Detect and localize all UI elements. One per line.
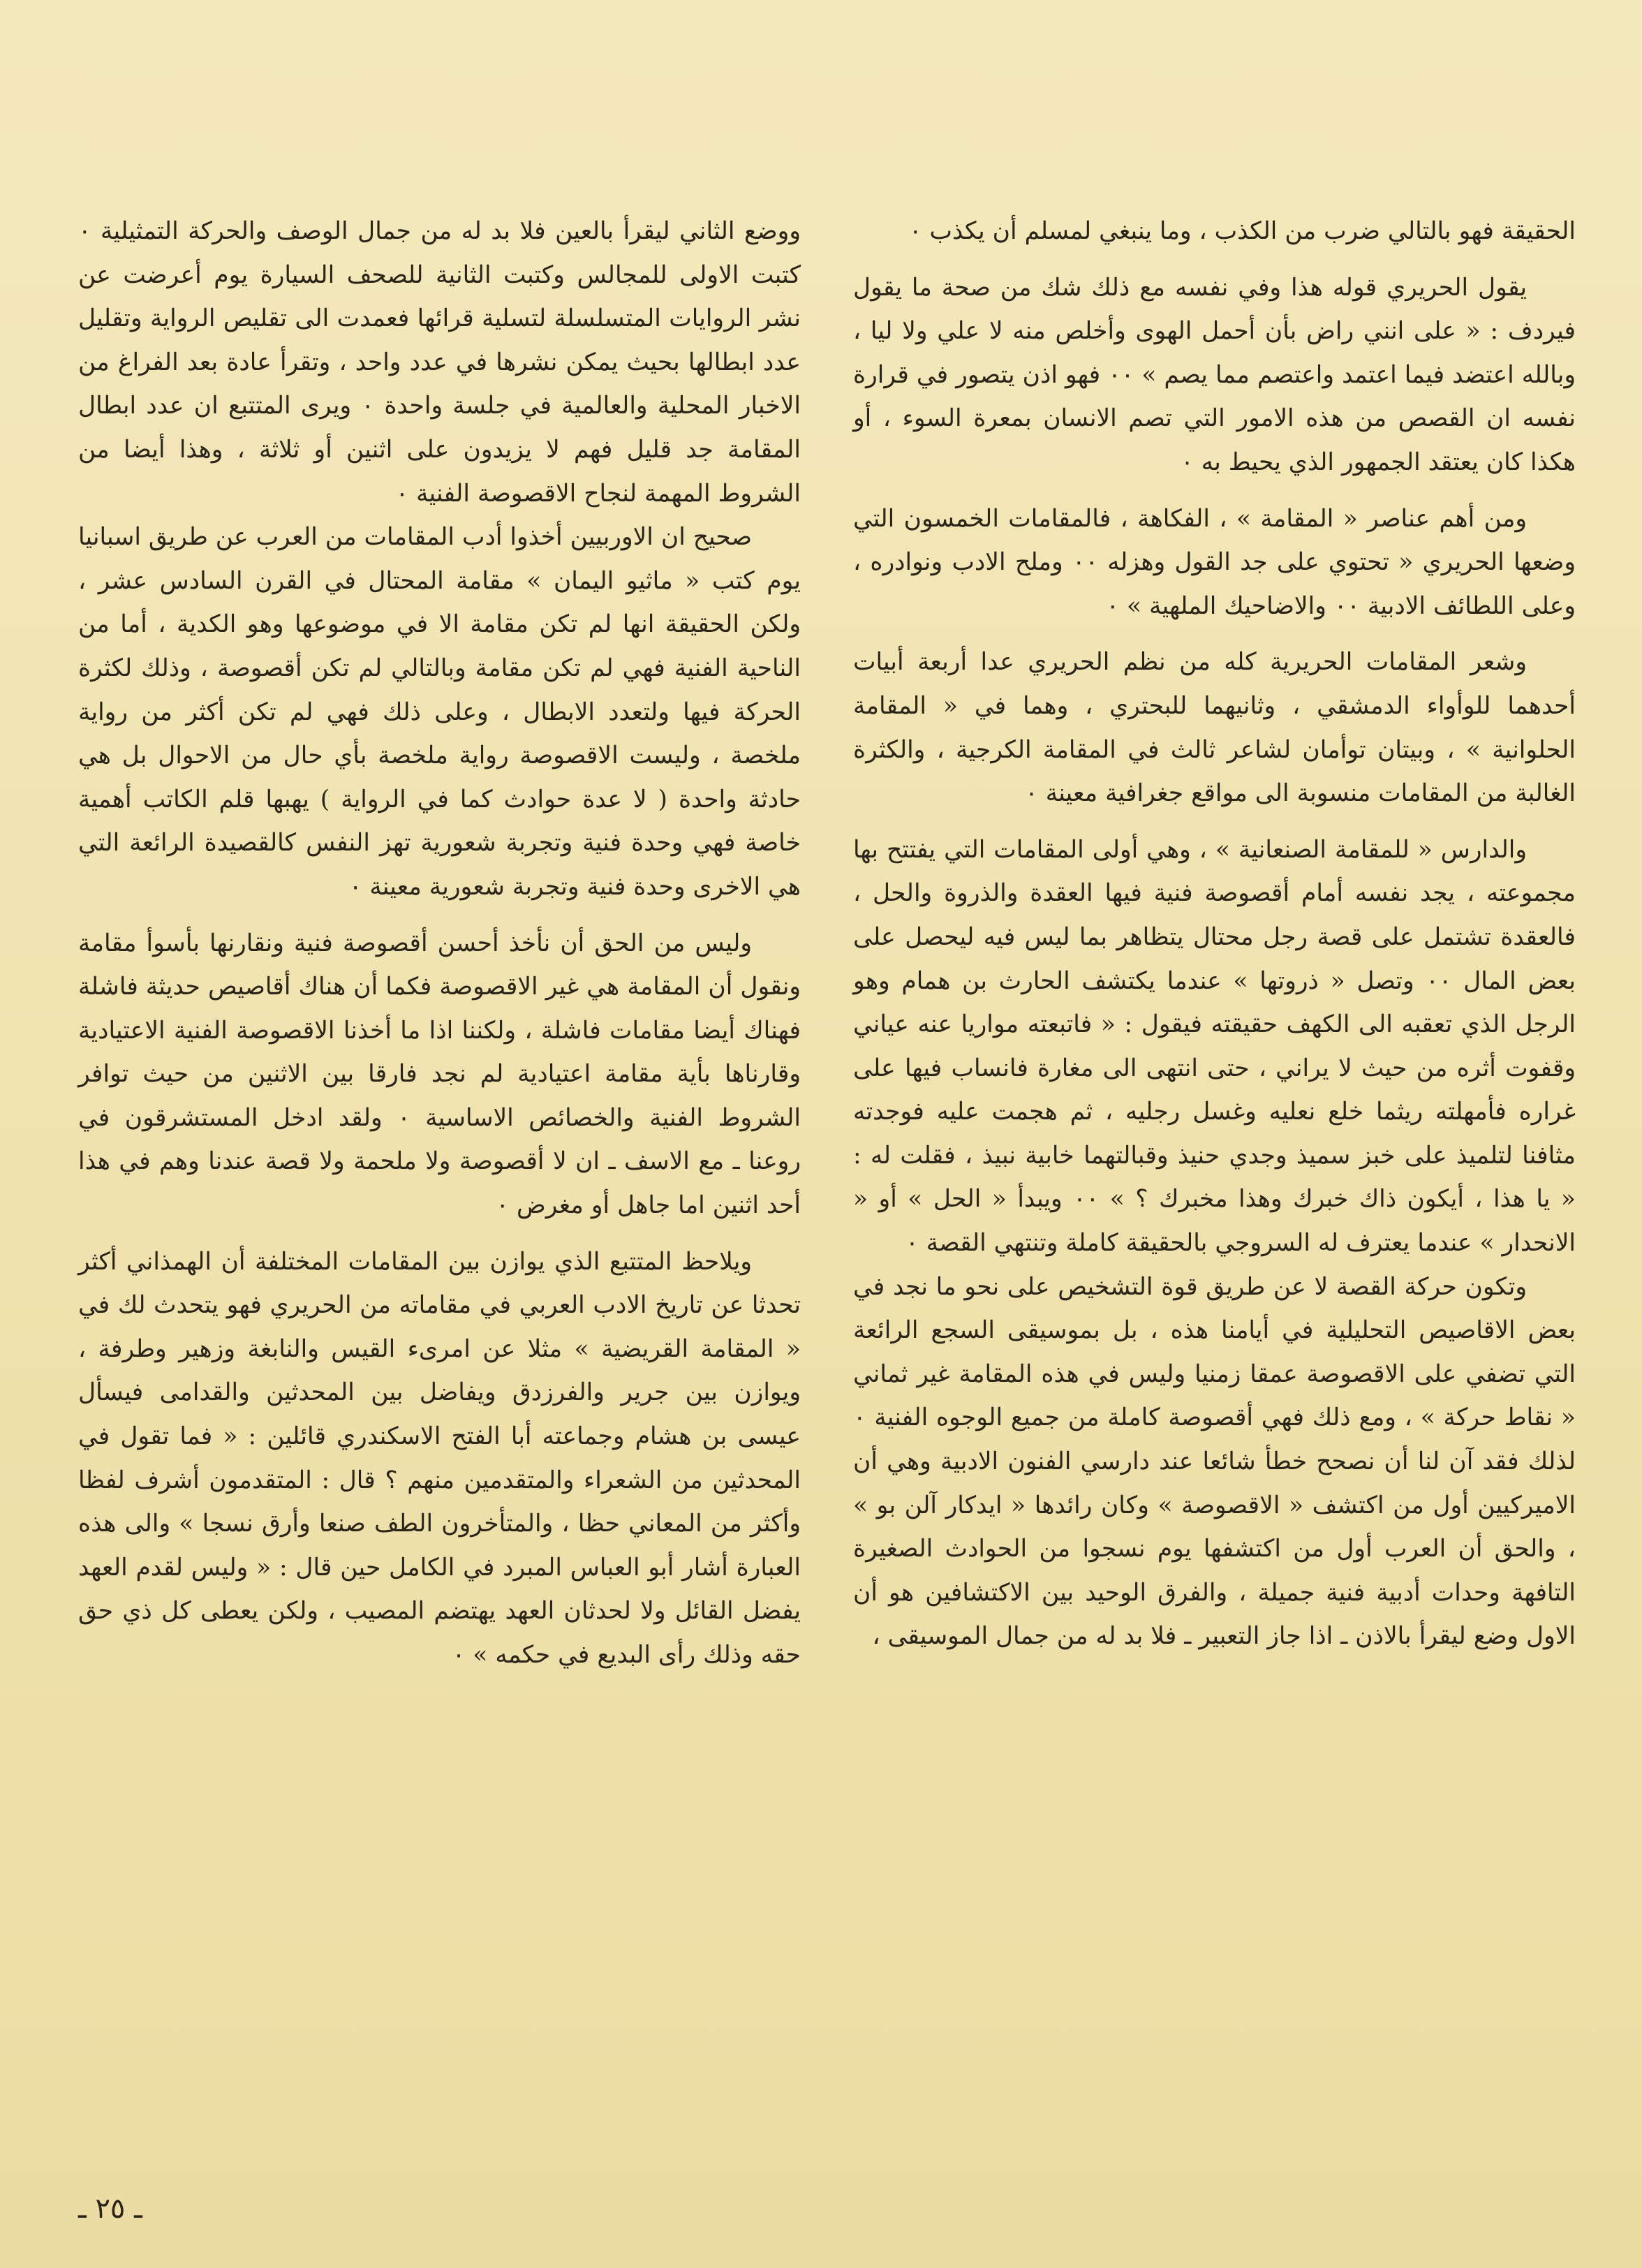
paragraph: وشعر المقامات الحريرية كله من نظم الحريري عدا أربعة أبيات أحدهما للوأواء الدمشقي ، وثانيهما للبحتري ، وهما في « المقامة الحلوانية » ، وبيتان توأمان لشاعر ثالث في المقامة الكرجية ، والكثرة الغالبة من المقامات منسوبة الى مواقع جغرافية معينة ٠ [853, 648, 1576, 808]
right-text-column [853, 209, 1576, 1658]
paragraph: وليس من الحق أن نأخذ أحسن أقصوصة فنية ونقارنها بأسوأ مقامة ونقول أن المقامة هي غير الاقصوصة فكما أن هناك أقاصيص حديثة فاشلة فهناك أيضا مقامات فاشلة ، ولكننا اذا ما أخذنا الاقصوصة الفنية الاعتيادية وقارناها بأية مقامة اعتيادية لم نجد فارقا بين الاثنين من حيث توافر الشروط الفنية والخصائص الاساسية ٠ ولقد ادخل المستشرقون في روعنا ـ مع الاسف ـ ان لا أقصوصة ولا ملحمة ولا قصة عندنا وهم في هذا أحد اثنين اما جاهل أو مغرض ٠ [78, 929, 801, 1220]
paragraph: ويلاحظ المتتبع الذي يوازن بين المقامات المختلفة أن الهمذاني أكثر تحدثا عن تاريخ الادب العربي في مقاماته من الحريري فهو يتحدث لك في « المقامة القريضية » مثلا عن امرىء القيس والنابغة وزهير وطرفة ، ويوازن بين جرير والفرزدق ويفاضل بين المحدثين والقدامى فيسأل عيسى بن هشام وجماعته أبا الفتح الاسكندري قائلين : « فما تقول في المحدثين من الشعراء والمتقدمين منهم ؟ قال : المتقدمون أشرف لفظا وأكثر من المعاني حظا ، والمتأخرون الطف صنعا وأرق نسجا » والى هذه العبارة أشار أبو العباس المبرد في الكامل حين قال : « وليس لقدم العهد يفضل القائل ولا لحدثان العهد يهتضم المصيب ، ولكن يعطى كل ذي حق حقه وذلك رأى البديع في حكمه » ٠ [78, 1247, 801, 1669]
paragraph: الحقيقة فهو بالتالي ضرب من الكذب ، وما ينبغي لمسلم أن يكذب ٠ [908, 217, 1576, 245]
paragraph: وتكون حركة القصة لا عن طريق قوة التشخيص على نحو ما نجد في بعض الاقاصيص التحليلية في أيامنا هذه ، بل بموسيقى السجع الرائعة التي تضفي على الاقصوصة عمقا زمنيا وليس في هذه المقامة غير ثماني « نقاط حركة » ، ومع ذلك فهي أقصوصة كاملة من جميع الوجوه الفنية ٠ لذلك فقد آن لنا أن نصحح خطأ شائعا عند دارسي الفنون الادبية وهي أن الاميركيين أول من اكتشف « الاقصوصة » وكان رائدها « ايدكار آلن بو » ، والحق أن العرب أول من اكتشفها يوم نسجوا من الحوادث الصغيرة التافهة وحدات أدبية فنية جميلة ، والفرق الوحيد بين الاكتشافين هو أن الاول وضع ليقرأ بالاذن ـ اذا جاز التعبير ـ فلا بد له من جمال الموسيقى ، [853, 1272, 1576, 1651]
paragraph: ومن أهم عناصر « المقامة » ، الفكاهة ، فالمقامات الخمسون التي وضعها الحريري « تحتوي على جد القول وهزله ٠٠ وملح الادب ونوادره ، وعلى اللطائف الادبية ٠٠ والاضاحيك الملهية » ٠ [853, 504, 1576, 620]
paragraph: والدارس « للمقامة الصنعانية » ، وهي أولى المقامات التي يفتتح بها مجموعته ، يجد نفسه أمام أقصوصة فنية فيها العقدة والذروة والحل ، فالعقدة تشتمل على قصة رجل محتال يتظاهر بما ليس فيه ليحصل على بعض المال ٠٠ وتصل « ذروتها » عندما يكتشف الحارث بن همام وهو الرجل الذي تعقبه الى الكهف حقيقته فيقول : « فاتبعته مواريا عنه عياني وقفوت أثره من حيث لا يراني ، حتى انتهى الى مغارة فانساب فيها على غراره فأمهلته ريثما خلع نعليه وغسل رجليه ، ثم هجمت عليه فوجدته مثافنا لتلميذ على خبز سميذ وجدي حنيذ وقبالتهما خابية نبيذ ، فقلت له : « يا هذا ، أيكون ذاك خبرك وهذا مخبرك ؟ » ٠٠ ويبدأ « الحل » أو « الانحدار » عندما يعترف له السروجي بالحقيقة كاملة وتنتهي القصة ٠ [853, 835, 1576, 1258]
left-text-column [78, 209, 801, 1677]
paragraph: يقول الحريري قوله هذا وفي نفسه مع ذلك شك من صحة ما يقول فيردف : « على انني راض بأن أحمل الهوى وأخلص منه لا علي ولا ليا ، وبالله اعتضد فيما اعتمد واعتصم مما يصم » ٠٠ فهو اذن يتصور في قرارة نفسه ان القصص من هذه الامور التي تصم الانسان بمعرة السوء ، أو هكذا كان يعتقد الجمهور الذي يحيط به ٠ [853, 273, 1576, 476]
page-number: ـ ٢٥ ـ [78, 2193, 142, 2225]
paragraph: صحيح ان الاوربيين أخذوا أدب المقامات من العرب عن طريق اسبانيا يوم كتب « ماثيو اليمان » مقامة المحتال في القرن السادس عشر ، ولكن الحقيقة انها لم تكن مقامة الا في موضوعها وهو الكدية ، أما من الناحية الفنية فهي لم تكن مقامة وبالتالي لم تكن أقصوصة ، وذلك لكثرة الحركة فيها ولتعدد الابطال ، وعلى ذلك فهي لم تكن أكثر من رواية ملخصة ، وليست الاقصوصة رواية ملخصة بأي حال من الاحوال بل هي حادثة واحدة ( لا عدة حوادث كما في الرواية ) يهبها قلم الكاتب أهمية خاصة فهي وحدة فنية وتجربة شعورية تهز النفس كالقصيدة الرائعة التي هي الاخرى وحدة فنية وتجربة شعورية معينة ٠ [78, 523, 801, 901]
paragraph: ووضع الثاني ليقرأ بالعين فلا بد له من جمال الوصف والحركة التمثيلية ٠ كتبت الاولى للمجالس وكتبت الثانية للصحف السيارة يوم أعرضت عن نشر الروايات المتسلسلة لتسلية قرائها فعمدت الى تقليص الرواية وتقليل عدد ابطالها بحيث يمكن نشرها في عدد واحد ، وتقرأ عادة بعد الفراغ من الاخبار المحلية والعالمية في جلسة واحدة ٠ ويرى المتتبع ان عدد ابطال المقامة جد قليل فهم لا يزيدون على اثنين أو ثلاثة ، وهذا أيضا من الشروط المهمة لنجاح الاقصوصة الفنية ٠ [78, 217, 801, 508]
